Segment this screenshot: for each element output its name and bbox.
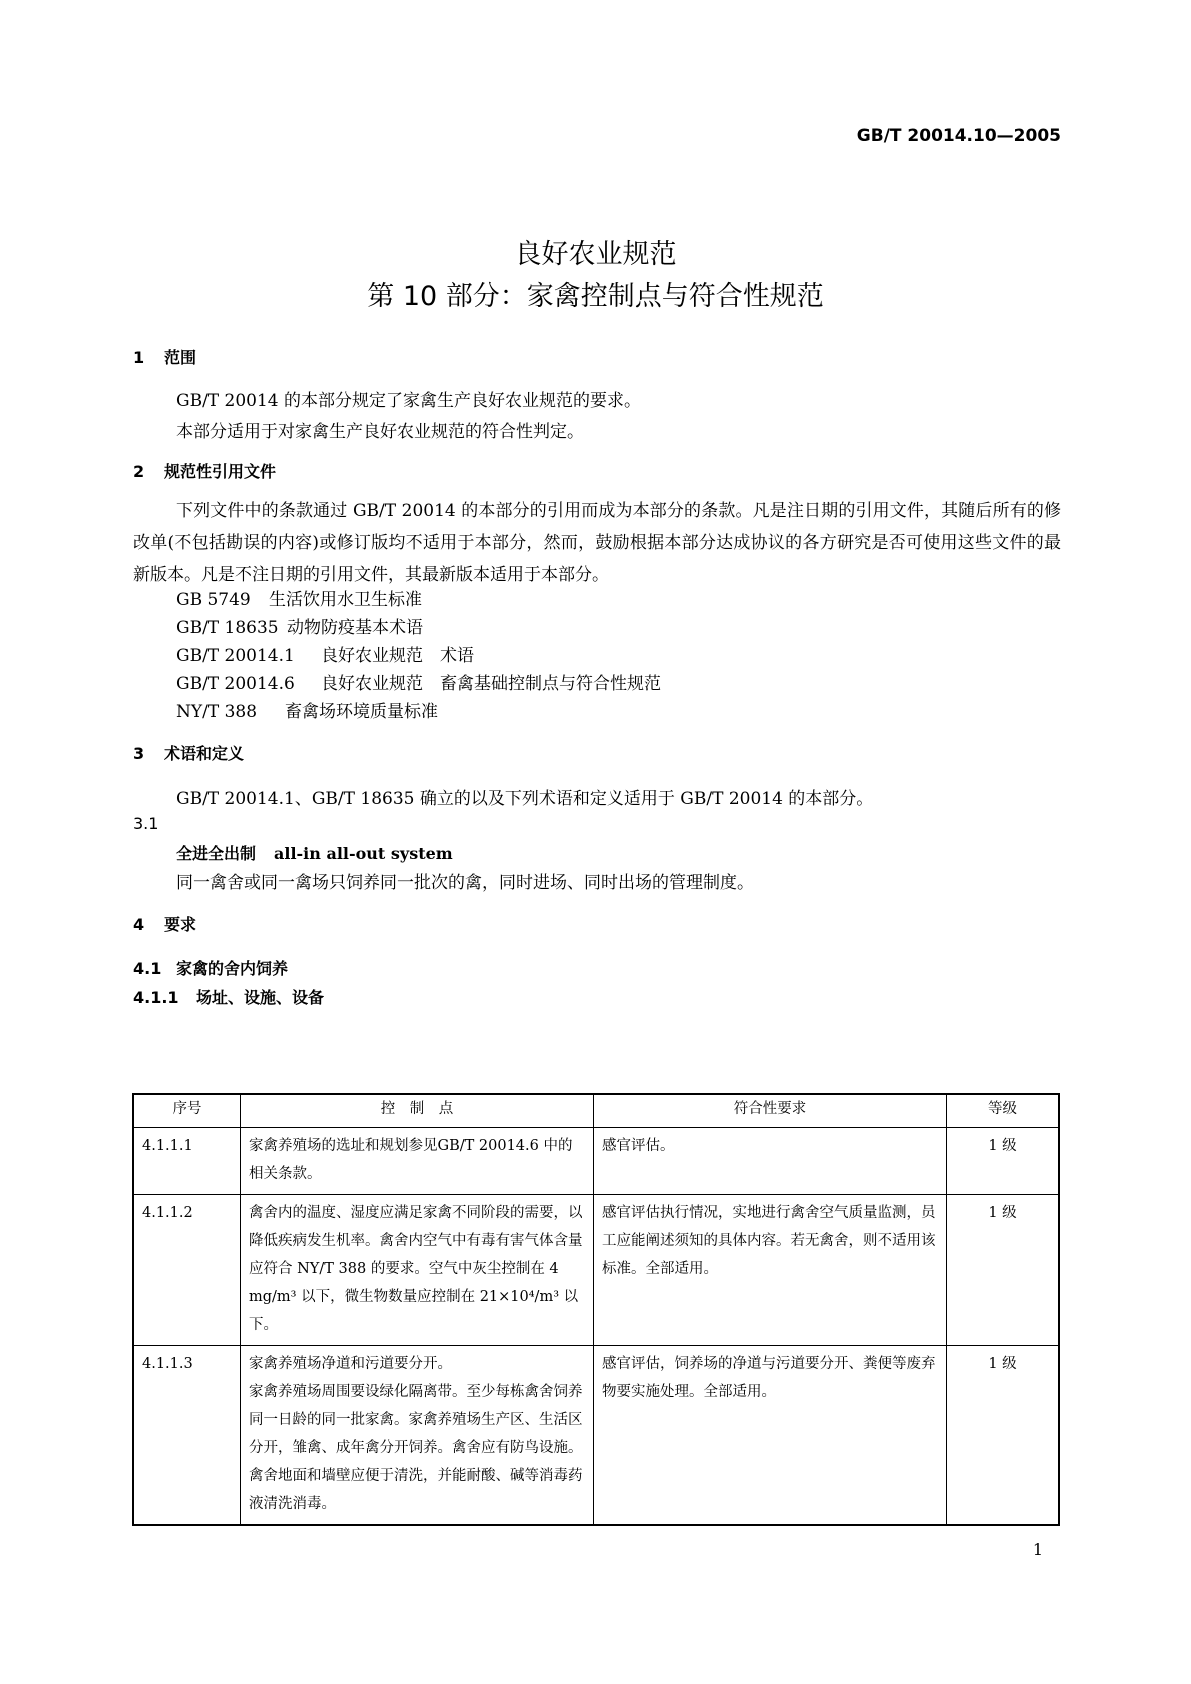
- section-title: 规范性引用文件: [164, 462, 277, 481]
- term-number: 3.1: [133, 814, 159, 833]
- table-header-row: [133, 1094, 1059, 1128]
- reference-item: [176, 641, 474, 666]
- grade: 1 级: [947, 1195, 1060, 1346]
- requirement: 感官评估，饲养场的净道与污道要分开、粪便等废弃物要实施处理。全部适用。: [594, 1346, 947, 1526]
- section-number: 4.1: [133, 959, 162, 978]
- reference-title: 良好农业规范 术语: [321, 646, 474, 666]
- control-point-continued: 家禽养殖场周围要设绿化隔离带。至少每栋禽舍饲养同一日龄的同一批家禽。家禽养殖场生产区、生活区分开，雏禽、成年禽分开饲养。禽舍应有防鸟设施。禽舍地面和墙壁应便于清洗，并能耐酸、碱等消毒药液清洗消毒。: [249, 1384, 583, 1512]
- reference-code: NY/T 388: [176, 702, 258, 722]
- reference-item: [176, 613, 423, 638]
- reference-code: GB/T 20014.1: [176, 646, 295, 666]
- column-header: 序号: [133, 1094, 241, 1128]
- section-title: 术语和定义: [164, 744, 245, 763]
- standard-code: GB/T 20014.10—2005: [856, 126, 1061, 146]
- paragraph: 下列文件中的条款通过 GB/T 20014 的本部分的引用而成为本部分的条款。凡是注日期的引用文件，其随后所有的修改单(不包括勘误的内容)或修订版均不适用于本部分，然而，鼓励根据本部分达成协议的各方研究是否可使用这些文件的最新版本。凡是不注日期的引用文件，其最新版本适用于本部分。: [133, 501, 1061, 585]
- section-title: 范围: [164, 348, 197, 367]
- term-entry: [176, 841, 453, 864]
- term-chinese: 全进全出制: [176, 844, 257, 863]
- reference-title: 动物防疫基本术语: [287, 618, 423, 638]
- section-title: 家禽的舍内饲养: [176, 959, 289, 978]
- term-english: all-in all-out system: [274, 844, 453, 863]
- reference-item: [176, 697, 438, 722]
- section-title: 要求: [164, 915, 197, 934]
- section-number: 4: [133, 915, 145, 934]
- section-number: 2: [133, 462, 145, 481]
- requirement: 感官评估。: [594, 1128, 947, 1195]
- section-heading-2: [133, 459, 276, 482]
- row-number: 4.1.1.3: [133, 1346, 241, 1526]
- section-heading-4: [133, 912, 196, 935]
- reference-code: GB/T 18635: [176, 618, 279, 638]
- table-row: [133, 1195, 1059, 1346]
- section-title: 场址、设施、设备: [196, 988, 325, 1007]
- reference-title: 生活饮用水卫生标准: [269, 590, 422, 610]
- section-heading-1: [133, 345, 196, 368]
- document-subtitle: 第 10 部分：家禽控制点与符合性规范: [367, 281, 824, 312]
- grade: 1 级: [947, 1346, 1060, 1526]
- grade: 1 级: [947, 1128, 1060, 1195]
- requirement: 感官评估执行情况，实地进行禽舍空气质量监测，员工应能阐述须知的具体内容。若无禽舍，则不适用该标准。全部适用。: [594, 1195, 947, 1346]
- table-row: [133, 1128, 1059, 1195]
- reference-item: [176, 585, 422, 610]
- table-row: [133, 1346, 1059, 1526]
- reference-item: [176, 669, 661, 694]
- term-definition: 同一禽舍或同一禽场只饲养同一批次的禽，同时进场、同时出场的管理制度。: [176, 873, 754, 893]
- reference-title: 畜禽场环境质量标准: [285, 702, 438, 722]
- paragraph: GB/T 20014 的本部分规定了家禽生产良好农业规范的要求。: [176, 391, 642, 411]
- reference-code: GB/T 20014.6: [176, 674, 295, 694]
- control-point: 家禽养殖场的选址和规划参见GB/T 20014.6 中的相关条款。: [241, 1128, 594, 1195]
- subsection-heading-4-1: [133, 956, 288, 979]
- page-number: 1: [1032, 1540, 1043, 1559]
- section-number: 4.1.1: [133, 988, 179, 1007]
- section-number: 1: [133, 348, 145, 367]
- control-point-cell: [241, 1346, 594, 1526]
- column-header: 控 制 点: [241, 1094, 594, 1128]
- control-point: 家禽养殖场净道和污道要分开。: [249, 1356, 452, 1372]
- reference-title: 良好农业规范 畜禽基础控制点与符合性规范: [321, 674, 661, 694]
- paragraph: 本部分适用于对家禽生产良好农业规范的符合性判定。: [176, 422, 584, 442]
- paragraph: GB/T 20014.1、GB/T 18635 确立的以及下列术语和定义适用于 GB/T 20014 的本部分。: [176, 789, 874, 809]
- column-header: 等级: [947, 1094, 1060, 1128]
- subsection-heading-4-1-1: [133, 985, 324, 1008]
- section-heading-3: [133, 741, 244, 764]
- document-title: 良好农业规范: [514, 239, 677, 270]
- section-number: 3: [133, 744, 145, 763]
- control-points-table: [132, 1093, 1060, 1526]
- row-number: 4.1.1.1: [133, 1128, 241, 1195]
- reference-code: GB 5749: [176, 590, 251, 610]
- control-point: 禽舍内的温度、湿度应满足家禽不同阶段的需要，以降低疾病发生机率。禽舍内空气中有毒有害气体含量应符合 NY/T 388 的要求。空气中灰尘控制在 4 mg/m³ 以下，微生物数量应控制在 21×10⁴/m³ 以下。: [241, 1195, 594, 1346]
- column-header: 符合性要求: [594, 1094, 947, 1128]
- row-number: 4.1.1.2: [133, 1195, 241, 1346]
